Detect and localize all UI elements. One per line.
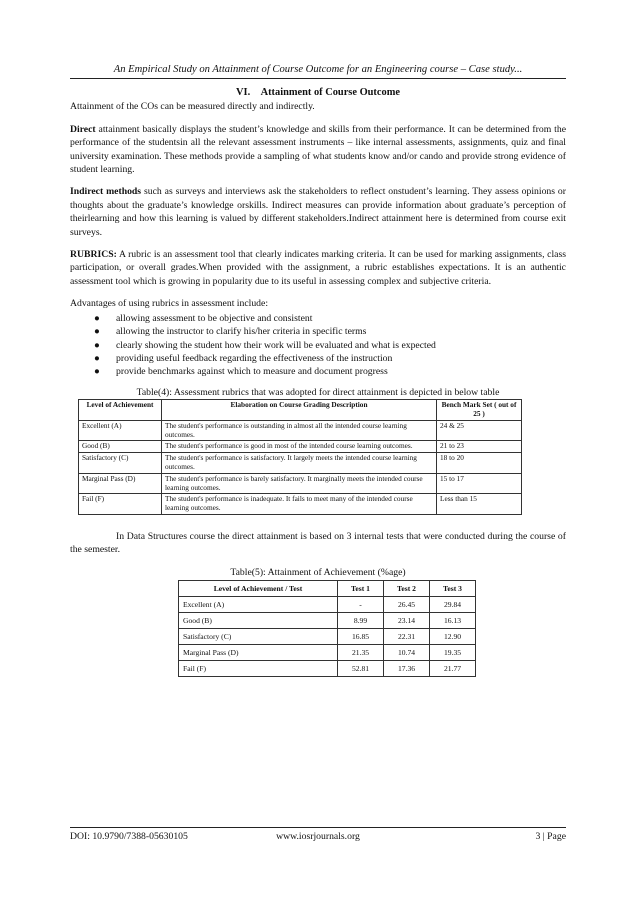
table-cell: 22.31 <box>384 629 430 645</box>
table-row <box>79 473 522 494</box>
advantages-list <box>70 312 566 379</box>
bullet-icon: ● <box>94 366 100 378</box>
table-row <box>179 661 476 677</box>
bullet-icon: ● <box>94 339 100 351</box>
indirect-paragraph <box>70 185 566 239</box>
list-item: ● provide benchmarks against which to measure and document progress <box>94 366 388 378</box>
table4-caption: Table(4): Assessment rubrics that was adopted for direct attainment is depicted in below table <box>136 386 500 398</box>
table-row <box>179 629 476 645</box>
table-row <box>79 453 522 474</box>
table-header-row <box>79 400 522 421</box>
table5-caption: Table(5): Attainment of Achievement (%age) <box>230 566 406 578</box>
table-cell: Marginal Pass (D) <box>179 645 338 661</box>
table-cell: The student's performance is barely satisfactory. It marginally meets the intended course learning outcomes. <box>162 473 437 494</box>
advantages-intro: Advantages of using rubrics in assessment include: <box>70 298 269 310</box>
table-cell: Marginal Pass (D) <box>79 473 162 494</box>
header-divider <box>70 78 566 79</box>
table-cell: The student's performance is inadequate. It fails to meet many of the intended course learning outcomes. <box>162 494 437 515</box>
table-cell: Good (B) <box>79 441 162 453</box>
intro-paragraph: Attainment of the COs can be measured directly and indirectly. <box>70 101 315 113</box>
footer-page-number: 3 | Page <box>535 831 566 842</box>
rubrics-text: A rubric is an assessment tool that clearly indicates marking criteria. It can be used for marking assignments, class participation, or overall grades.When provided with the assignment, a rubric establishes expectations. It is an authentic assessment tool which is growing in popularity due to its useful in assessing complex and subjective criteria. <box>70 249 566 287</box>
table-row <box>79 494 522 515</box>
attainment-table <box>178 580 476 677</box>
table-cell: 29.84 <box>430 597 476 613</box>
table-cell: Fail (F) <box>179 661 338 677</box>
table-cell: 19.35 <box>430 645 476 661</box>
table-cell: 17.36 <box>384 661 430 677</box>
table-row <box>179 613 476 629</box>
table-header-row <box>179 581 476 597</box>
bullet-icon: ● <box>94 326 100 338</box>
table-cell: Satisfactory (C) <box>79 453 162 474</box>
list-item: ● clearly showing the student how their work will be evaluated and what is expected <box>94 339 436 351</box>
table-cell: Fail (F) <box>79 494 162 515</box>
table-cell: 52.81 <box>338 661 384 677</box>
section-number: VI. <box>236 87 251 98</box>
table-cell: Satisfactory (C) <box>179 629 338 645</box>
list-item: ● providing useful feedback regarding the effectiveness of the instruction <box>94 352 393 364</box>
table-cell: 15 to 17 <box>437 473 522 494</box>
table-cell: 21.77 <box>430 661 476 677</box>
footer-website: www.iosrjournals.org <box>276 831 360 842</box>
indirect-text: such as surveys and interviews ask the stakeholders to reflect onstudent’s learning. They assess opinions or thoughts about the graduate’s knowledge orskills. Indirect measures can provide information about graduate’s perception of theirlearning and how this learning is valued by different stakeholders.Indirect attainment here is determined from course exit surveys. <box>70 186 567 238</box>
table-row <box>79 441 522 453</box>
table-cell: 26.45 <box>384 597 430 613</box>
table-cell: 8.99 <box>338 613 384 629</box>
table-cell: Less than 15 <box>437 494 522 515</box>
list-item: ● allowing assessment to be objective and consistent <box>94 312 313 324</box>
footer-doi: DOI: 10.9790/7388-05630105 <box>70 831 188 842</box>
table-cell: The student's performance is outstanding in almost all the intended course learning outcomes. <box>162 420 437 441</box>
table-cell: 21.35 <box>338 645 384 661</box>
table-cell: 24 & 25 <box>437 420 522 441</box>
rubrics-term: RUBRICS: <box>70 249 117 261</box>
bullet-icon: ● <box>94 312 100 324</box>
column-header: Elaboration on Course Grading Description <box>162 400 437 421</box>
column-header: Bench Mark Set ( out of 25 ) <box>437 400 522 421</box>
direct-paragraph <box>70 123 566 177</box>
list-item: ● allowing the instructor to clarify his/her criteria in specific terms <box>94 326 367 338</box>
rubrics-paragraph <box>70 248 566 288</box>
table-cell: Good (B) <box>179 613 338 629</box>
table-cell: The student's performance is satisfactory. It largely meets the intended course learning outcomes. <box>162 453 437 474</box>
bullet-icon: ● <box>94 352 100 364</box>
table-cell: 23.14 <box>384 613 430 629</box>
table-cell: Excellent (A) <box>179 597 338 613</box>
column-header: Test 1 <box>338 581 384 597</box>
table-cell: - <box>338 597 384 613</box>
indirect-term: Indirect methods <box>70 186 142 198</box>
table-cell: 10.74 <box>384 645 430 661</box>
page-content <box>70 86 566 677</box>
page-footer <box>70 831 566 845</box>
column-header: Level of Achievement / Test <box>179 581 338 597</box>
footer-divider <box>70 827 566 828</box>
data-structures-paragraph: In Data Structures course the direct attainment is based on 3 internal tests that were conducted during the course of the semester. <box>70 530 566 556</box>
table-cell: Excellent (A) <box>79 420 162 441</box>
table-cell: 16.85 <box>338 629 384 645</box>
table-row <box>179 645 476 661</box>
table-cell: 12.90 <box>430 629 476 645</box>
section-heading <box>70 86 566 99</box>
table-row <box>179 597 476 613</box>
column-header: Level of Achievement <box>79 400 162 421</box>
column-header: Test 2 <box>384 581 430 597</box>
table-cell: 18 to 20 <box>437 453 522 474</box>
table-cell: The student's performance is good in most of the intended course learning outcomes. <box>162 441 437 453</box>
direct-text: attainment basically displays the student’s knowledge and skills from their performance. It can be determined from the performance of the studentsin all the relevant assessment instruments – like internal assessments, assignments, quiz and final university examination. These methods provide a sampling of what students know and/or cando and provide strong evidence of student learning. <box>70 123 566 176</box>
column-header: Test 3 <box>430 581 476 597</box>
table-cell: 16.13 <box>430 613 476 629</box>
table-row <box>79 420 522 441</box>
direct-term: Direct <box>70 123 96 135</box>
section-title: Attainment of Course Outcome <box>260 87 400 98</box>
assessment-rubrics-table <box>78 399 522 515</box>
running-header: An Empirical Study on Attainment of Course Outcome for an Engineering course – Case study... <box>113 64 523 75</box>
table-cell: 21 to 23 <box>437 441 522 453</box>
